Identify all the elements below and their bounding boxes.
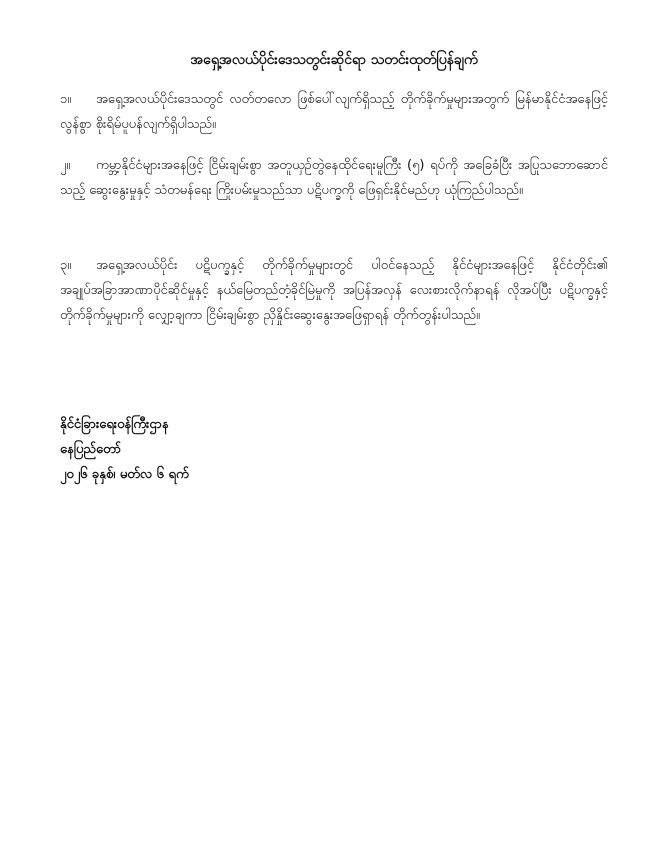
paragraph-1 [60,87,608,137]
paragraph-text: အရှေ့အလယ်ပိုင်းဒေသတွင် လတ်တလော ဖြစ်ပေါ်လျက်ရှိသည့် တိုက်ခိုက်မှုများအတွက် မြန်မာနိုင်ငံအနေဖြင့် လွန်စွာ စိုးရိမ်ပူပန်လျက်ရှိပါသည်။ [60,92,608,132]
paragraph-2 [60,153,608,203]
paragraph-number: ၁။ [60,92,72,107]
paragraph-text: အရှေ့အလယ်ပိုင်း ပဋိပက္ခနှင့် တိုက်ခိုက်မှုများတွင် ပါဝင်နေသည့် နိုင်ငံများအနေဖြင့် နိုင်ငံတိုင်း၏ အချုပ်အခြာအာဏာပိုင်ဆိုင်မှုနှင့် နယ်မြေတည်တံ့ခိုင်မြဲမှုကို အပြန်အလှန် လေးစားလိုက်နာရန် လိုအပ်ပြီး ပဋိပက္ခနှင့် တိုက်ခိုက်မှုများကို လျှော့ချကာ ငြိမ်းချမ်းစွာ ညှိနှိုင်းဆွေးနွေးအဖြေရှာရန် တိုက်တွန်းပါသည်။ [60,258,608,323]
paragraph-3 [60,253,608,328]
paragraph-number: ၂။ [60,158,71,173]
paragraph-number: ၃။ [60,258,72,273]
paragraph-text: ကမ္ဘာ့နိုင်ငံများအနေဖြင့် ငြိမ်းချမ်းစွာ အတူယှဉ်တွဲနေထိုင်ရေးမူကြီး (၅) ရပ်ကို အခြေခံပြီး အပြုသဘောဆောင်သည့် ဆွေးနွေးမှုနှင့် သံတမန်ရေး ကြိုးပမ်းမှုသည်သာ ပဋိပက္ခကို ဖြေရှင်းနိုင်မည်ဟု ယုံကြည်ပါသည်။ [60,158,608,198]
issue-city: နေပြည်တော် [60,442,122,457]
document-title: အရှေ့အလယ်ပိုင်းဒေသတွင်းဆိုင်ရာ သတင်းထုတ်ပြန်ချက် [190,52,478,68]
issue-date: ၂၀၂၆ ခုနှစ်၊ မတ်လ ၆ ရက် [60,467,189,482]
signature-block [60,412,189,487]
ministry-name: နိုင်ငံခြားရေးဝန်ကြီးဌာန [60,417,169,432]
